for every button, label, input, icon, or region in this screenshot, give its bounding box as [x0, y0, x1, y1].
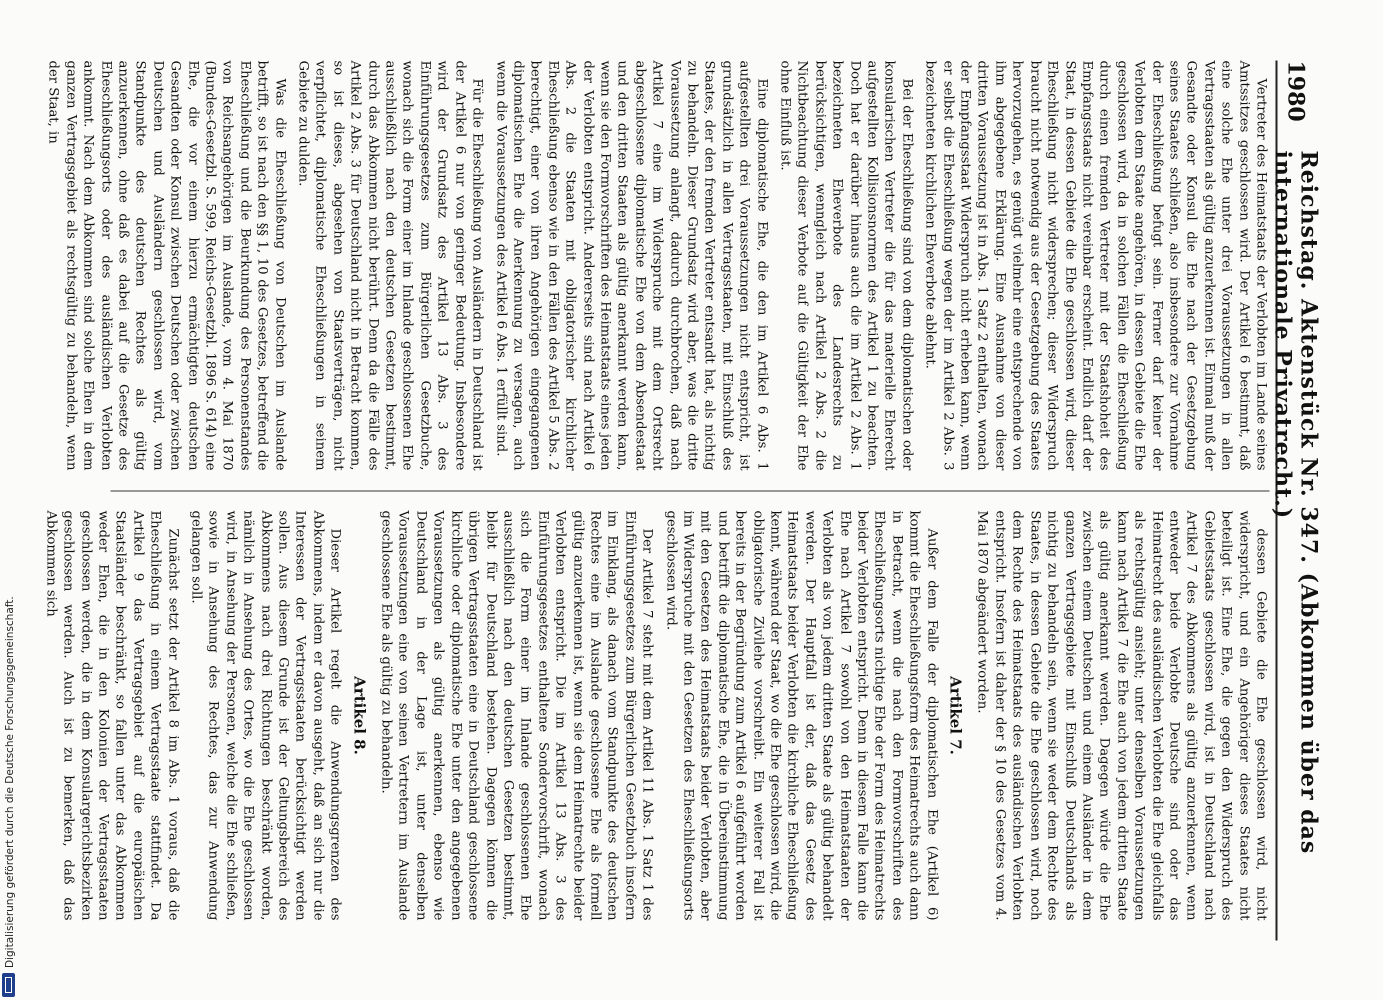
- column-divider: [110, 490, 1269, 491]
- section-heading: Artikel 7.: [946, 675, 965, 755]
- dfg-watermark: Digitalisierung gefördert durch die Deutsche Forschungsgemeinschaft.: [4, 596, 16, 968]
- paragraph: Der Artikel 7 steht mit dem Artikel 11 Abs. 1 Satz 1 des Einführungsgesetzes zum Bürgerlichen Gesetzbuch insofern im Einklang, als danach vom Standpunkte des deutschen Rechtes eine im Auslande geschlossene Ehe als formell gültig anzuerkennen ist, wenn sie dem Heimatrechte beider Verlobten entspricht. Die im Artikel 13 Abs. 3 des Einführungsgesetzes enthaltene Sondervorschrift, wonach sich die Form einer im Inlande geschlossenen Ehe ausschließlich nach den deutschen Gesetzen bestimmt, bleibt für Deutschland bestehen. Dagegen können die übrigen Vertragsstaaten eine in Deutschland geschlossene kirchliche oder diplomatische Ehe unter den angegebenen Voraussetzungen als gültig anerkennen, ebenso wie Deutschland in der Lage ist, unter denselben Voraussetzungen eine von seinen Vertretern im Auslande geschlossene Ehe als gültig zu behandeln.: [378, 510, 655, 920]
- dfg-logo-icon: [2, 973, 15, 997]
- right-column: [42, 510, 1269, 920]
- paragraph: Vertreter des Heimatstaats der Verlobten im Lande seines Amtssitzes geschlossen wird. Der Artikel 6 bestimmt, daß eine solche Ehe unter drei Voraussetzungen in allen Vertragsstaaten als gültig anzuerkennen ist. Einmal muß der Gesandte oder Konsul die Ehe nach der Gesetzgebung seines Staates schließen, also insbesondere zur Vornahme der Eheschließung befugt sein. Ferner darf keiner der Verlobten dem Staate angehören, in dessen Gebiete die Ehe geschlossen wird, da in solchen Fällen die Eheschließung durch einen fremden Vertreter mit der Staatshoheit des Empfangsstaats nicht vereinbar erscheint. Endlich darf der Staat, in dessen Gebiete die Ehe geschlossen wird, dieser Eheschließung nicht widersprechen; dieser Widerspruch braucht nicht notwendig aus der Gesetzgebung des Staates hervorzugehen, es genügt vielmehr eine entsprechende von ihm abgegebene Erklärung. Eine Ausnahme von dieser dritten Voraussetzung ist in Abs. 1 Satz 2 enthalten, wonach der Empfangsstaat Widerspruch nicht erheben kann, wenn er selbst die Eheschließung wegen der im Artikel 2 Abs. 3 bezeichneten kirchlichen Eheverbote ablehnt.: [922, 60, 1268, 470]
- page-header: [1269, 60, 1321, 940]
- section-heading: Artikel 8.: [349, 675, 368, 755]
- paragraph: Außer dem Falle der diplomatischen Ehe (Artikel 6) kommt die Eheschließungsform des Heimatrechts auch dann in Betracht, wenn die nach den Formvorschriften des Eheschließungsorts nichtige Ehe der Form des Heimatrechts beider Verlobten entspricht. Denn in diesem Falle kann die Ehe nach Artikel 7 sowohl von den Heimatstaaten der Verlobten als von jedem dritten Staate als gültig behandelt werden. Der Hauptfall ist der, daß das Gesetz des Heimatstaats beider Verlobten die kirchliche Eheschließung kennt, während der Staat, wo die Ehe geschlossen wird, die obligatorische Zivilehe vorschreibt. Ein weiterer Fall ist bereits in der Begründung zum Artikel 6 aufgeführt worden und betrifft die diplomatische Ehe, die in Übereinstimmung mit den Gesetzen des Heimatstaats beider Verlobten, aber im Widerspruche mit den Gesetzen des Eheschließungsorts geschlossen wird.: [662, 510, 939, 920]
- paragraph: dessen Gebiete die Ehe geschlossen wird, nicht widerspricht, und ein Angehöriger dieses Staates nicht beteiligt ist. Eine Ehe, die gegen den Widerspruch des Gebietsstaats geschlossen wird, ist in Deutschland nach Artikel 7 des Abkommens als gültig anzuerkennen, wenn entweder beide Verlobte Deutsche sind oder das Heimatrecht des ausländischen Verlobten die Ehe gleichfalls als rechtsgültig ansieht; unter denselben Voraussetzungen kann nach Artikel 7 die Ehe auch von jedem dritten Staate als gültig anerkannt werden. Dagegen würde die Ehe zwischen einem Deutschen und einem Ausländer in dem ganzen Vertragsgebiete mit Einschluß Deutschlands als nichtig zu behandeln sein, wenn sie weder dem Rechte des Staates, in dessen Gebiete die Ehe geschlossen wird, noch dem Rechte des Heimatstaats des ausländischen Verlobten entspricht. Insofern ist daher der § 10 des Gesetzes vom 4. Mai 1870 abgeändert worden.: [974, 510, 1268, 920]
- running-head: Reichstag. Aktenstück Nr. 347. (Abkommen über das internationale Privatrecht.): [1269, 150, 1321, 854]
- page-number: 1980: [1282, 60, 1308, 122]
- paragraph: Eine diplomatische Ehe, die den im Artikel 6 Abs. 1 aufgestellten drei Voraussetzungen nicht entspricht, ist grundsätzlich in allen Vertragsstaaten, mit Einschluß des Staates, der den fremden Vertreter entsandt hat, als nichtig zu behandeln. Dieser Grundsatz wird aber, was die dritte Voraussetzung anlangt, dadurch durchbrochen, daß nach Artikel 7 eine im Widerspruche mit dem Ortsrecht abgeschlossene diplomatische Ehe von dem Absendestaat und den dritten Staaten als gültig anerkannt werden kann, wenn sie den Formvorschriften des Heimatstaats eines jeden der Verlobten entspricht. Andererseits sind nach Artikel 6 Abs. 2 die Staaten mit obligatorischer kirchlicher Eheschließung ebenso wie in den Fällen des Artikel 5 Abs. 2 berechtigt, einer von ihren Angehörigen eingegangenen diplomatischen Ehe die Anerkennung zu versagen, auch wenn die Voraussetzungen des Artikel 6 Abs. 1 erfüllt sind.: [492, 60, 769, 470]
- paragraph: Für die Eheschließung von Ausländern in Deutschland ist der Artikel 6 nur von geringer Bedeutung. Insbesondere wird der Grundsatz des Artikel 13 Abs. 3 des Einführungsgesetzes zum Bürgerlichen Gesetzbuche, wonach sich die Form einer im Inlande geschlossenen Ehe ausschließlich nach den deutschen Gesetzen bestimmt, durch das Abkommen nicht berührt. Denn da die Fälle des Artikel 2 Abs. 3 für Deutschland nicht in Betracht kommen, so ist dieses, abgesehen von Staatsverträgen, nicht verpflichtet, diplomatische Eheschließungen in seinem Gebiete zu dulden.: [295, 60, 485, 470]
- paragraph: Dieser Artikel regelt die Anwendungsgrenzen des Abkommens, indem er davon ausgeht, daß an sich nur die Interessen der Vertragsstaaten berücksichtigt werden sollen. Aus diesem Grunde ist der Geltungsbereich des Abkommens nach drei Richtungen beschränkt worden, nämlich in Ansehung des Ortes, wo die Ehe geschlossen wird, in Ansehung der Personen, welche die Ehe schließen, sowie in Ansehung des Rechtes, das zur Anwendung gelangen soll.: [188, 510, 343, 920]
- paragraph: Was die Eheschließung von Deutschen im Auslande betrifft, so ist nach den §§ 1, 10 des Gesetzes, betreffend die Eheschließung und die Beurkundung des Personenstandes von Reichsangehörigen im Auslande, vom 4. Mai 1870 (Bundes-Gesetzbl. S. 599, Reichs-Gesetzbl. 1896 S. 614) eine Ehe, die vor einem hierzu ermächtigten deutschen Gesandten oder Konsul zwischen Deutschen oder zwischen Deutschen und Ausländern geschlossen wird, vom Standpunkte des deutschen Rechtes als gültig anzuerkennen, ohne daß es dabei auf die Gesetze des Eheschließungsorts oder des ausländischen Verlobten ankommt. Nach dem Abkommen sind solche Ehen in dem ganzen Vertragsgebiet als rechtsgültig zu behandeln, wenn der Staat, in: [45, 60, 287, 470]
- text-columns: [42, 60, 1269, 940]
- paragraph: Bei der Eheschließung sind von dem diplomatischen oder konsularischen Vertreter die für das materielle Eherecht aufgestellten Kollisionsnormen des Artikel 1 zu beachten. Doch hat er darüber hinaus auch die im Artikel 2 Abs. 1 bezeichneten Eheverbote des Landesrechts zu berücksichtigen, wenngleich nach Artikel 2 Abs. 2 die Nichtbeachtung dieser Verbote auf die Gültigkeit der Ehe ohne Einfluß ist.: [777, 60, 914, 470]
- left-column: [45, 60, 1269, 470]
- paragraph: Zunächst setzt der Artikel 8 im Abs. 1 voraus, daß die Eheschließung in einem Vertragsstaate stattfindet. Da Artikel 9 das Vertragsgebiet auf die europäischen Staatsländer beschränkt, so fallen unter das Abkommen weder Ehen, die in den Kolonien der Vertragsstaaten geschlossen werden, die in dem Konsulargerichtsbezirken geschlossen werden. Auch ist zu bemerken, daß das Abkommen sich: [42, 510, 180, 920]
